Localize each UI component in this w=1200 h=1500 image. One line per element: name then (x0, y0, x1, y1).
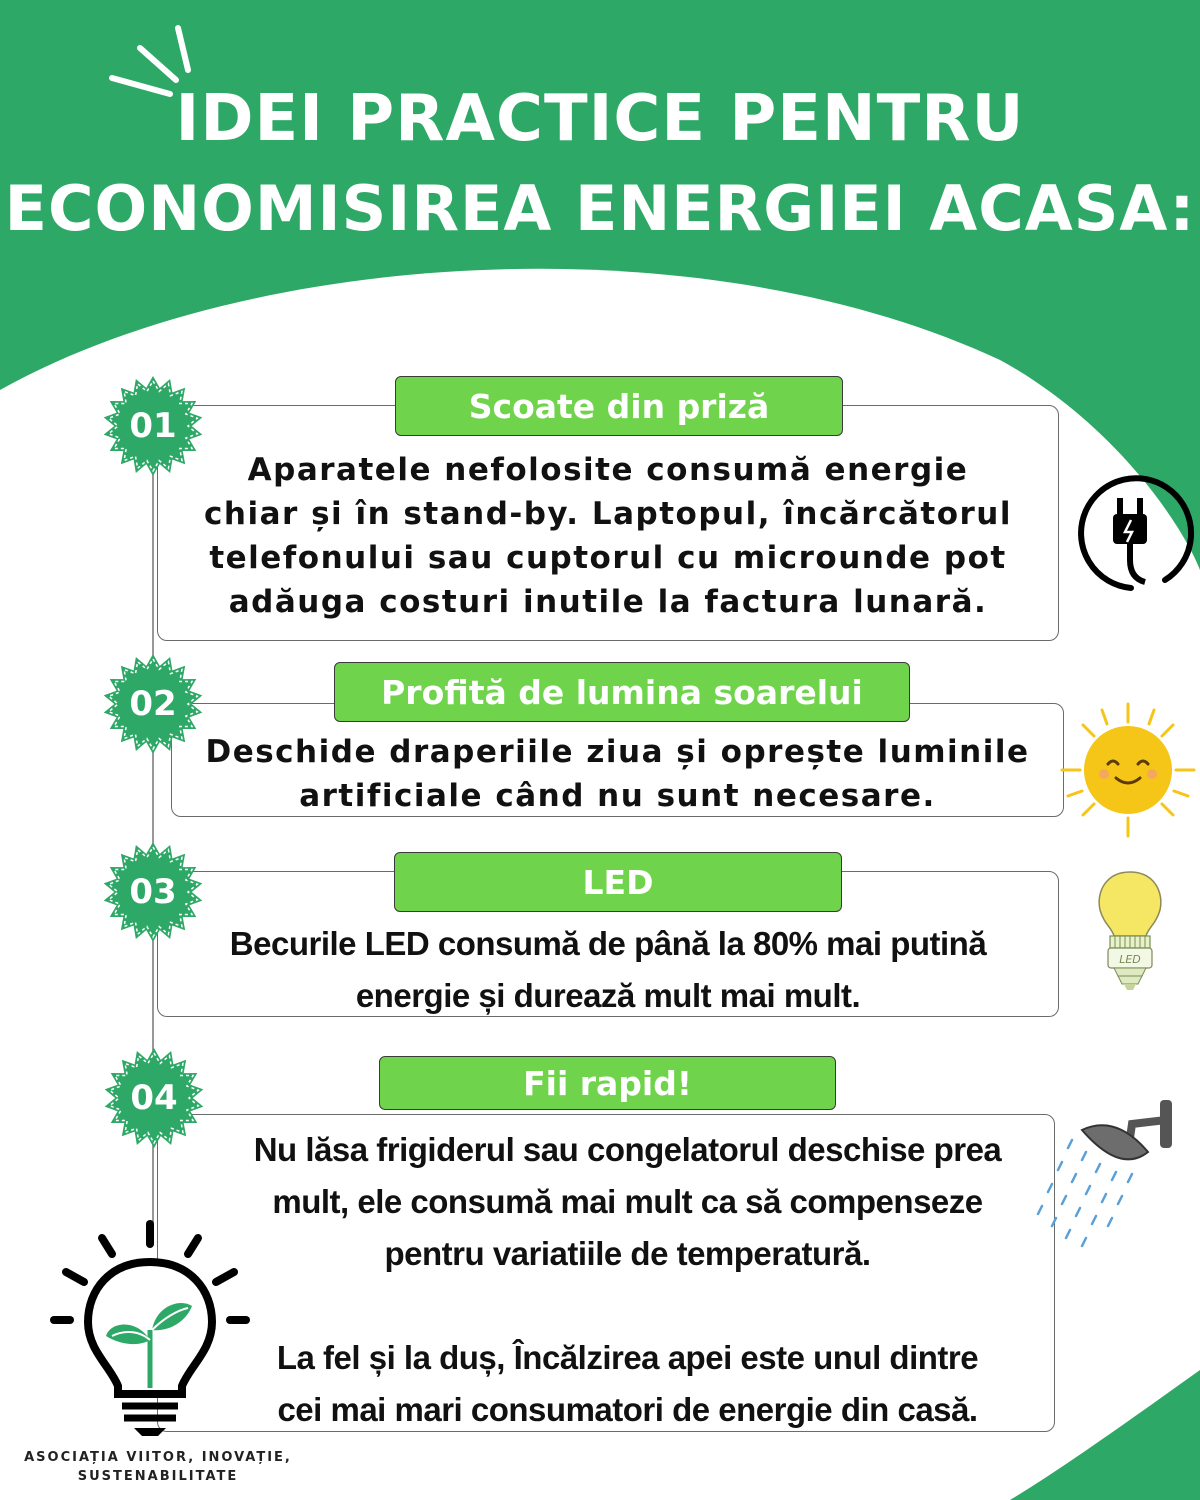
tip-text-03-line-1: Becurile LED consumă de până la 80% mai putină (229, 925, 987, 962)
number-badge-01 (103, 376, 203, 476)
sun-icon (1058, 700, 1198, 840)
badge-number-02: 02 (129, 684, 177, 724)
tip-text-01-line-4: adăuga costuri inutile la factura lunară. (228, 584, 988, 620)
tip-text-01-line-1: Aparatele nefolosite consumă energie (247, 452, 969, 488)
badge-number-04: 04 (130, 1078, 178, 1118)
organization-name (8, 1448, 308, 1486)
eco-lightbulb-icon (40, 1218, 260, 1448)
organization-line-1: ASOCIAȚIA VIITOR, INOVAȚIE, (24, 1450, 292, 1465)
number-badge-02 (103, 654, 203, 754)
tip-heading-01: Scoate din priză (395, 376, 843, 436)
tip-text-02 (171, 730, 1064, 818)
organization-line-2: SUSTENABILITATE (77, 1469, 239, 1484)
tip-text-02-line-1: Deschide draperiile ziua și oprește luminile (205, 734, 1030, 770)
tip-heading-02: Profită de lumina soarelui (334, 662, 910, 722)
tip-text-04-line-1: Nu lăsa frigiderul sau congelatorul deschise prea (253, 1131, 1002, 1168)
tip-text-01 (157, 448, 1059, 624)
title-line-2: ECONOMISIREA ENERGIEI ACASA: (4, 172, 1196, 245)
badge-number-01: 01 (129, 406, 177, 446)
tip-text-03 (157, 918, 1059, 1022)
tip-text-02-line-2: artificiale când nu sunt necesare. (299, 778, 936, 814)
tip-text-04-line-6: cei mai mari consumatori de energie din casă. (277, 1391, 978, 1428)
tip-text-04 (200, 1124, 1055, 1436)
number-badge-04 (104, 1048, 204, 1148)
led-bulb-icon (1090, 866, 1170, 996)
tip-text-04-spacer (200, 1280, 1055, 1332)
tip-text-04-line-2: mult, ele consumă mai mult ca să compenseze (272, 1183, 983, 1220)
title-line-1: IDEI PRACTICE PENTRU (175, 82, 1025, 156)
led-bulb-label: LED (1119, 953, 1141, 966)
tip-heading-03: LED (394, 852, 842, 912)
tip-text-01-line-3: telefonului sau cuptorul cu microunde pot (209, 540, 1007, 576)
shower-icon (1020, 1094, 1180, 1264)
tip-text-04-line-3: pentru variatiile de temperatură. (384, 1235, 871, 1272)
tip-text-03-line-2: energie și durează mult mai mult. (355, 977, 861, 1014)
tip-text-04-line-5: La fel și la duș, Încălzirea apei este unul dintre (276, 1339, 979, 1376)
tip-heading-04: Fii rapid! (379, 1056, 836, 1110)
badge-number-03: 03 (129, 872, 177, 912)
number-badge-03 (103, 842, 203, 942)
tip-text-01-line-2: chiar și în stand-by. Laptopul, încărcătorul (204, 496, 1012, 532)
plug-icon (1065, 470, 1195, 600)
